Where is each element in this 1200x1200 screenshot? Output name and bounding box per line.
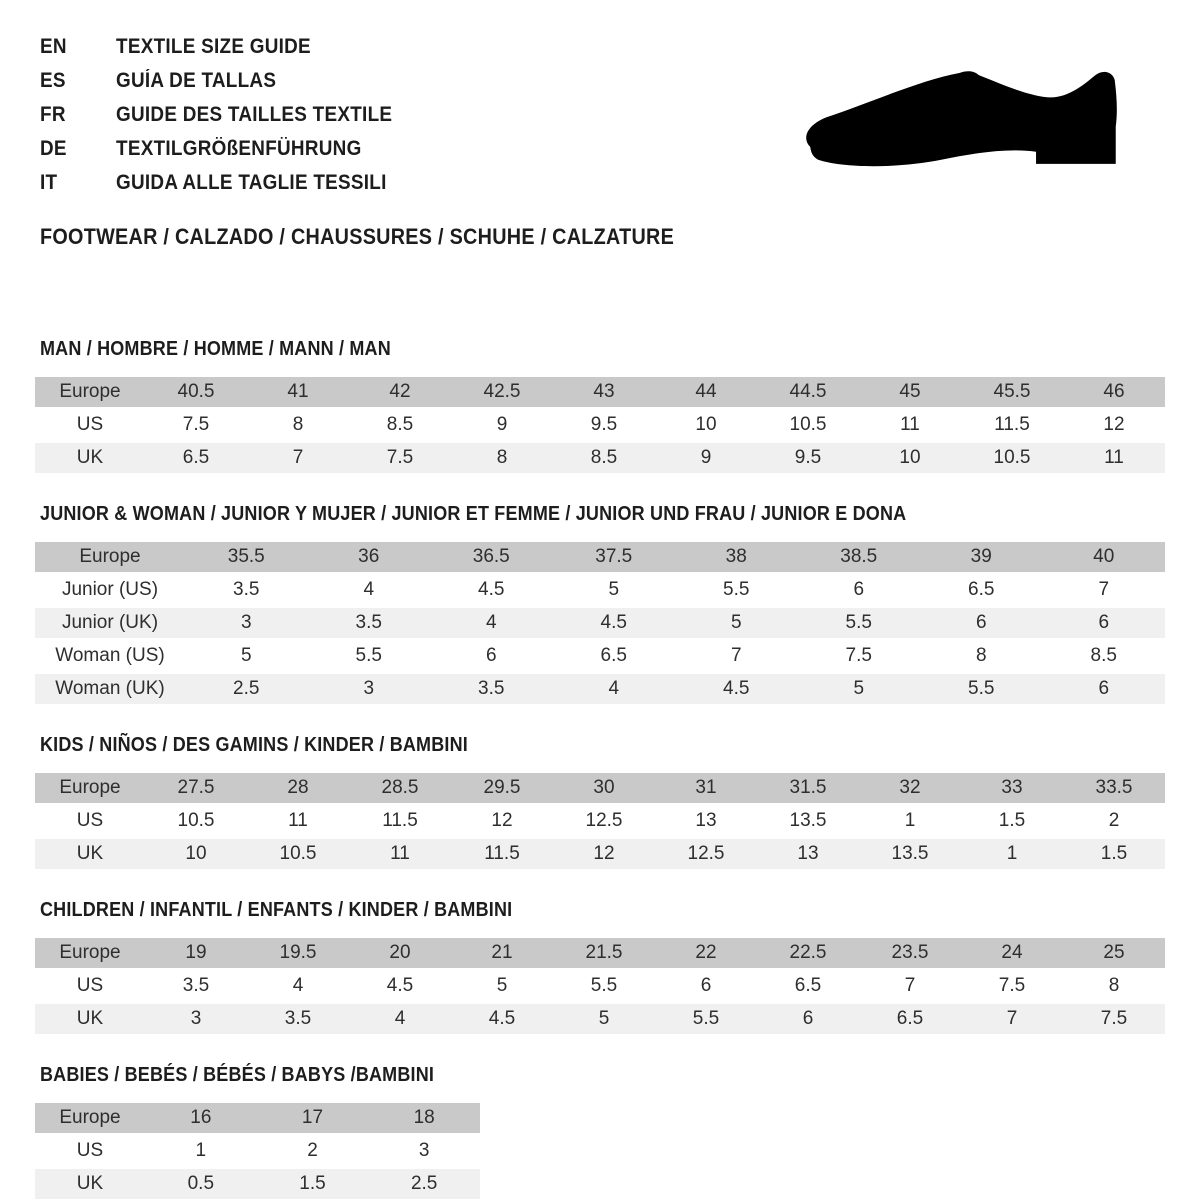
size-value: 3 <box>308 674 431 704</box>
size-value: 44 <box>655 377 757 407</box>
language-title: GUIDA ALLE TAGLIE TESSILI <box>116 171 387 194</box>
size-value: 5 <box>553 1004 655 1034</box>
size-value: 7 <box>859 971 961 1001</box>
size-value: 1 <box>859 806 961 836</box>
row-label: Europe <box>35 1103 145 1133</box>
size-value: 6 <box>920 608 1043 638</box>
size-value: 6 <box>430 641 553 671</box>
size-value: 3.5 <box>247 1004 349 1034</box>
table-row <box>35 641 1165 671</box>
language-row <box>40 98 423 132</box>
size-value: 2 <box>1063 806 1165 836</box>
size-value: 36 <box>308 542 431 572</box>
size-value: 4 <box>430 608 553 638</box>
size-value: 21 <box>451 938 553 968</box>
table-row <box>35 542 1165 572</box>
size-value: 2 <box>257 1136 369 1166</box>
size-value: 4.5 <box>451 1004 553 1034</box>
size-value: 8.5 <box>1043 641 1166 671</box>
size-value: 10 <box>655 410 757 440</box>
table-row <box>35 443 1165 473</box>
size-value: 5.5 <box>920 674 1043 704</box>
section-title: MAN / HOMBRE / HOMME / MANN / MAN <box>40 338 391 360</box>
size-value: 45.5 <box>961 377 1063 407</box>
size-value: 2.5 <box>185 674 308 704</box>
size-value: 42 <box>349 377 451 407</box>
size-value: 4 <box>247 971 349 1001</box>
size-value: 11 <box>349 839 451 869</box>
size-value: 5 <box>185 641 308 671</box>
size-value: 40.5 <box>145 377 247 407</box>
size-value: 5 <box>675 608 798 638</box>
table-row <box>35 1169 480 1199</box>
size-value: 46 <box>1063 377 1165 407</box>
size-value: 6 <box>798 575 921 605</box>
category-title: FOOTWEAR / CALZADO / CHAUSSURES / SCHUHE / CALZATURE <box>40 224 675 249</box>
size-value: 5.5 <box>553 971 655 1001</box>
size-section <box>35 503 1165 707</box>
size-value: 19.5 <box>247 938 349 968</box>
size-value: 11.5 <box>451 839 553 869</box>
size-value: 1 <box>145 1136 257 1166</box>
size-value: 7.5 <box>145 410 247 440</box>
size-value: 17 <box>257 1103 369 1133</box>
size-value: 8.5 <box>553 443 655 473</box>
size-value: 12.5 <box>655 839 757 869</box>
size-value: 27.5 <box>145 773 247 803</box>
size-value: 28 <box>247 773 349 803</box>
row-label: Woman (UK) <box>35 674 185 704</box>
size-value: 13.5 <box>859 839 961 869</box>
size-value: 45 <box>859 377 961 407</box>
size-value: 1 <box>961 839 1063 869</box>
table-row <box>35 1136 480 1166</box>
size-value: 10.5 <box>757 410 859 440</box>
size-value: 9.5 <box>757 443 859 473</box>
size-value: 36.5 <box>430 542 553 572</box>
size-table <box>35 374 1165 476</box>
language-title: GUÍA DE TALLAS <box>116 69 277 92</box>
size-value: 3.5 <box>185 575 308 605</box>
shoe-icon <box>798 66 1146 186</box>
size-value: 7.5 <box>798 641 921 671</box>
size-value: 3 <box>145 1004 247 1034</box>
size-table <box>35 770 1165 872</box>
table-row <box>35 1004 1165 1034</box>
size-value: 9 <box>655 443 757 473</box>
size-table <box>35 539 1165 707</box>
language-row <box>40 30 423 64</box>
size-value: 6.5 <box>920 575 1043 605</box>
size-value: 5.5 <box>308 641 431 671</box>
size-sections <box>35 338 1165 1200</box>
size-value: 22 <box>655 938 757 968</box>
size-value: 9.5 <box>553 410 655 440</box>
size-value: 13.5 <box>757 806 859 836</box>
size-value: 21.5 <box>553 938 655 968</box>
table-row <box>35 575 1165 605</box>
table-row <box>35 773 1165 803</box>
table-row <box>35 839 1165 869</box>
size-value: 4.5 <box>349 971 451 1001</box>
size-value: 29.5 <box>451 773 553 803</box>
size-table <box>35 935 1165 1037</box>
table-row <box>35 377 1165 407</box>
row-label: Europe <box>35 542 185 572</box>
size-value: 4 <box>308 575 431 605</box>
size-value: 20 <box>349 938 451 968</box>
size-value: 10 <box>859 443 961 473</box>
language-title: TEXTILGRÖßENFÜHRUNG <box>116 137 362 160</box>
size-table <box>35 1100 480 1200</box>
size-value: 5.5 <box>675 575 798 605</box>
size-value: 41 <box>247 377 349 407</box>
size-value: 6.5 <box>145 443 247 473</box>
size-value: 13 <box>757 839 859 869</box>
size-value: 7.5 <box>1063 1004 1165 1034</box>
size-value: 23.5 <box>859 938 961 968</box>
size-value: 7 <box>1043 575 1166 605</box>
size-value: 11 <box>247 806 349 836</box>
table-row <box>35 410 1165 440</box>
size-value: 6.5 <box>757 971 859 1001</box>
size-value: 33.5 <box>1063 773 1165 803</box>
size-section <box>35 734 1165 872</box>
size-value: 10.5 <box>145 806 247 836</box>
table-row <box>35 608 1165 638</box>
language-row <box>40 64 423 98</box>
size-value: 4 <box>349 1004 451 1034</box>
size-value: 25 <box>1063 938 1165 968</box>
size-value: 32 <box>859 773 961 803</box>
size-value: 1.5 <box>1063 839 1165 869</box>
size-value: 8 <box>1063 971 1165 1001</box>
section-title: JUNIOR & WOMAN / JUNIOR Y MUJER / JUNIOR ET FEMME / JUNIOR UND FRAU / JUNIOR E DONA <box>40 503 907 525</box>
size-value: 31 <box>655 773 757 803</box>
size-value: 12 <box>1063 410 1165 440</box>
size-value: 44.5 <box>757 377 859 407</box>
size-value: 6.5 <box>553 641 676 671</box>
size-value: 3 <box>368 1136 480 1166</box>
row-label: US <box>35 806 145 836</box>
size-value: 16 <box>145 1103 257 1133</box>
size-value: 12 <box>553 839 655 869</box>
size-value: 11 <box>859 410 961 440</box>
language-code: DE <box>40 137 67 160</box>
size-value: 10 <box>145 839 247 869</box>
size-value: 6 <box>757 1004 859 1034</box>
language-list <box>40 30 423 200</box>
size-value: 7 <box>675 641 798 671</box>
language-code: ES <box>40 69 66 92</box>
size-value: 42.5 <box>451 377 553 407</box>
row-label: US <box>35 410 145 440</box>
size-value: 35.5 <box>185 542 308 572</box>
row-label: Europe <box>35 938 145 968</box>
row-label: UK <box>35 1169 145 1199</box>
size-value: 18 <box>368 1103 480 1133</box>
size-section <box>35 1064 1165 1200</box>
size-value: 31.5 <box>757 773 859 803</box>
size-value: 6 <box>1043 674 1166 704</box>
size-value: 13 <box>655 806 757 836</box>
table-row <box>35 806 1165 836</box>
size-value: 6 <box>655 971 757 1001</box>
size-value: 38 <box>675 542 798 572</box>
size-value: 38.5 <box>798 542 921 572</box>
size-value: 3 <box>185 608 308 638</box>
size-value: 1.5 <box>257 1169 369 1199</box>
size-value: 5 <box>798 674 921 704</box>
size-value: 8 <box>920 641 1043 671</box>
size-value: 11.5 <box>349 806 451 836</box>
size-value: 5.5 <box>655 1004 757 1034</box>
size-value: 8.5 <box>349 410 451 440</box>
size-value: 7.5 <box>349 443 451 473</box>
size-section <box>35 338 1165 476</box>
size-value: 30 <box>553 773 655 803</box>
section-title: CHILDREN / INFANTIL / ENFANTS / KINDER / BAMBINI <box>40 899 513 921</box>
size-value: 28.5 <box>349 773 451 803</box>
size-value: 10.5 <box>961 443 1063 473</box>
language-row <box>40 132 423 166</box>
size-value: 2.5 <box>368 1169 480 1199</box>
size-value: 4.5 <box>675 674 798 704</box>
size-section <box>35 899 1165 1037</box>
size-value: 5.5 <box>798 608 921 638</box>
size-value: 7.5 <box>961 971 1063 1001</box>
language-code: EN <box>40 35 67 58</box>
section-title: BABIES / BEBÉS / BÉBÉS / BABYS /BAMBINI <box>40 1064 435 1086</box>
size-value: 8 <box>247 410 349 440</box>
size-value: 0.5 <box>145 1169 257 1199</box>
row-label: UK <box>35 1004 145 1034</box>
size-value: 37.5 <box>553 542 676 572</box>
size-value: 9 <box>451 410 553 440</box>
size-value: 4.5 <box>553 608 676 638</box>
table-row <box>35 1103 480 1133</box>
size-value: 5 <box>553 575 676 605</box>
row-label: UK <box>35 443 145 473</box>
row-label: Junior (UK) <box>35 608 185 638</box>
size-value: 4 <box>553 674 676 704</box>
size-value: 24 <box>961 938 1063 968</box>
size-value: 19 <box>145 938 247 968</box>
size-value: 11 <box>1063 443 1165 473</box>
size-value: 3.5 <box>308 608 431 638</box>
size-value: 12.5 <box>553 806 655 836</box>
size-value: 6 <box>1043 608 1166 638</box>
size-value: 6.5 <box>859 1004 961 1034</box>
language-code: FR <box>40 103 66 126</box>
size-value: 11.5 <box>961 410 1063 440</box>
language-row <box>40 166 423 200</box>
size-value: 8 <box>451 443 553 473</box>
row-label: Junior (US) <box>35 575 185 605</box>
row-label: US <box>35 971 145 1001</box>
section-title: KIDS / NIÑOS / DES GAMINS / KINDER / BAMBINI <box>40 734 468 756</box>
row-label: Europe <box>35 773 145 803</box>
table-row <box>35 971 1165 1001</box>
language-code: IT <box>40 171 58 194</box>
row-label: UK <box>35 839 145 869</box>
size-value: 40 <box>1043 542 1166 572</box>
row-label: US <box>35 1136 145 1166</box>
size-value: 4.5 <box>430 575 553 605</box>
size-value: 3.5 <box>430 674 553 704</box>
language-title: TEXTILE SIZE GUIDE <box>116 35 311 58</box>
size-value: 39 <box>920 542 1043 572</box>
size-value: 3.5 <box>145 971 247 1001</box>
row-label: Europe <box>35 377 145 407</box>
size-value: 7 <box>961 1004 1063 1034</box>
row-label: Woman (US) <box>35 641 185 671</box>
size-value: 43 <box>553 377 655 407</box>
table-row <box>35 674 1165 704</box>
table-row <box>35 938 1165 968</box>
size-value: 33 <box>961 773 1063 803</box>
size-value: 7 <box>247 443 349 473</box>
size-value: 1.5 <box>961 806 1063 836</box>
size-value: 5 <box>451 971 553 1001</box>
size-value: 22.5 <box>757 938 859 968</box>
size-value: 10.5 <box>247 839 349 869</box>
size-value: 12 <box>451 806 553 836</box>
language-title: GUIDE DES TAILLES TEXTILE <box>116 103 393 126</box>
